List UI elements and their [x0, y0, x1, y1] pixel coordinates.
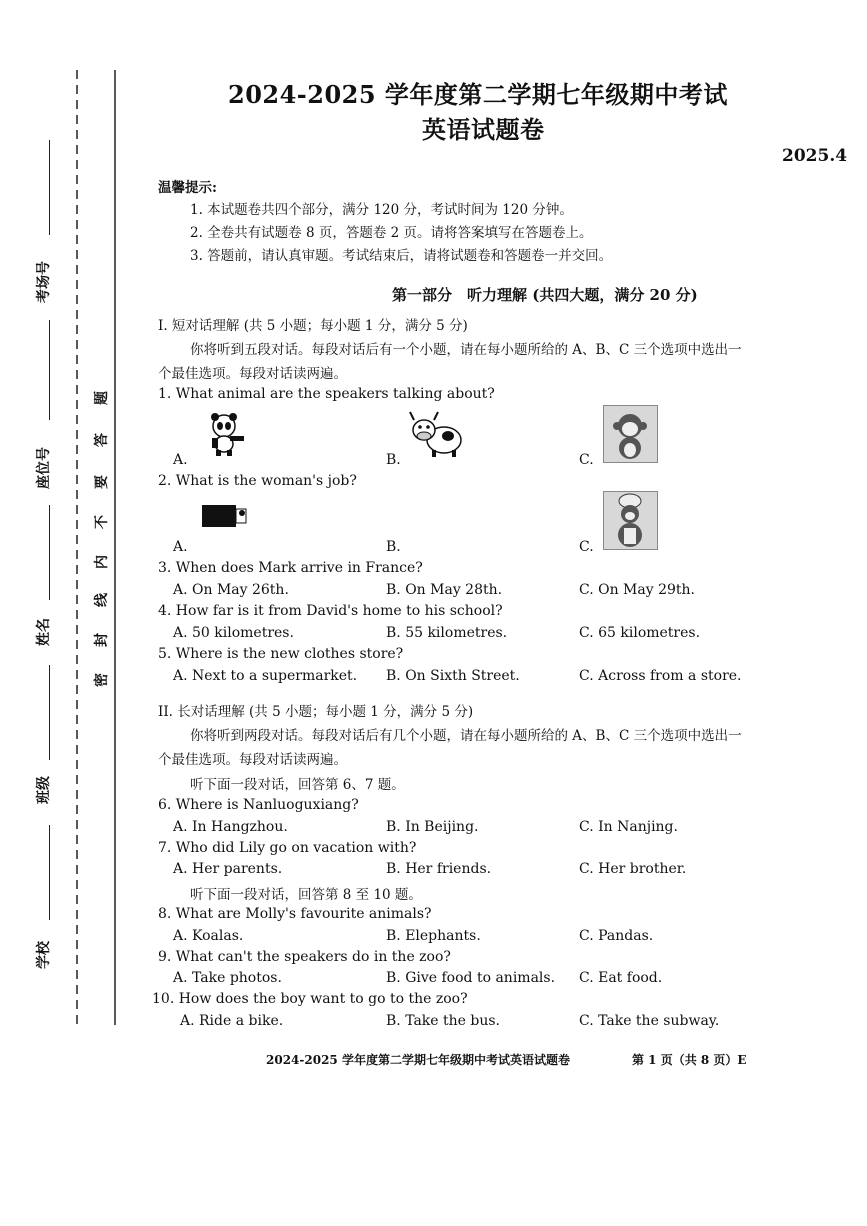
- field-name-blank[interactable]: [49, 505, 50, 600]
- question-text: 2. What is the woman's job?: [158, 473, 357, 489]
- option-c[interactable]: C. Her brother.: [579, 861, 687, 877]
- option-c[interactable]: C. Take the subway.: [579, 1013, 720, 1029]
- tip-item: 2. 全卷共有试题卷 8 页，答题卷 2 页。请将答案填写在答题卷上。: [190, 225, 593, 241]
- option-a[interactable]: A. Next to a supermarket.: [173, 668, 358, 684]
- seal-char: 要: [94, 475, 110, 489]
- dialog-note: 听下面一段对话，回答第 6、7 题。: [190, 777, 405, 793]
- question-text: 3. When does Mark arrive in France?: [158, 560, 423, 576]
- field-seat-label: 座位号: [36, 447, 52, 489]
- section2-heading: II. 长对话理解 (共 5 小题；每小题 1 分，满分 5 分): [158, 704, 474, 720]
- question-text: 5. Where is the new clothes store?: [158, 646, 404, 662]
- tips-heading: 温馨提示:: [158, 180, 217, 196]
- dashed-binding-line: [70, 70, 84, 1030]
- field-school-blank[interactable]: [49, 825, 50, 920]
- option-b[interactable]: B. In Beijing.: [386, 819, 479, 835]
- seal-char: 线: [94, 593, 110, 607]
- cook-picture: [603, 491, 658, 550]
- option-c[interactable]: C. In Nanjing.: [579, 819, 678, 835]
- question-text: 10. How does the boy want to go to the zoo?: [152, 991, 468, 1007]
- field-class-blank[interactable]: [49, 665, 50, 760]
- option-a[interactable]: A. 50 kilometres.: [173, 625, 294, 641]
- section2-instruction: 你将听到两段对话。每段对话后有几个小题，请在每小题所给的 A、B、C 三个选项中选出一: [190, 728, 742, 744]
- monkey-icon: [604, 406, 657, 462]
- section1-instruction: 个最佳选项。每段对话读两遍。: [158, 366, 347, 382]
- option-b[interactable]: B. Give food to animals.: [386, 970, 556, 986]
- option-a[interactable]: A. Ride a bike.: [180, 1013, 284, 1029]
- field-class-label: 班级: [36, 776, 52, 804]
- seal-char: 答: [94, 433, 110, 447]
- option-a[interactable]: A.: [173, 452, 188, 468]
- question-text: 9. What can't the speakers do in the zoo?: [158, 949, 451, 965]
- exam-title: 2024-2025 学年度第二学期七年级期中考试: [228, 80, 728, 109]
- footer-title: 2024-2025 学年度第二学期七年级期中考试英语试题卷: [266, 1053, 570, 1067]
- option-c[interactable]: C.: [579, 539, 594, 555]
- monkey-picture: [603, 405, 658, 463]
- option-b[interactable]: B. Elephants.: [386, 928, 481, 944]
- seal-char: 封: [94, 633, 110, 647]
- option-b[interactable]: B. 55 kilometres.: [386, 625, 508, 641]
- option-c[interactable]: C. On May 29th.: [579, 582, 696, 598]
- option-b[interactable]: B. On Sixth Street.: [386, 668, 520, 684]
- footer-page-number: 第 1 页（共 8 页）E: [632, 1053, 747, 1067]
- option-b[interactable]: B.: [386, 539, 401, 555]
- panda-icon: [202, 410, 250, 456]
- question-text: 1. What animal are the speakers talking about?: [158, 386, 495, 402]
- option-c[interactable]: C.: [579, 452, 594, 468]
- solid-binding-line: [112, 70, 118, 1025]
- tip-item: 3. 答题前，请认真审题。考试结束后，请将试题卷和答题卷一并交回。: [190, 248, 613, 264]
- option-a[interactable]: A. On May 26th.: [173, 582, 289, 598]
- seal-char: 题: [94, 391, 110, 405]
- question-text: 7. Who did Lily go on vacation with?: [158, 840, 417, 856]
- section1-instruction: 你将听到五段对话。每段对话后有一个小题，请在每小题所给的 A、B、C 三个选项中选出一: [190, 342, 742, 358]
- seal-char: 不: [94, 515, 110, 529]
- option-a[interactable]: A. Take photos.: [173, 970, 282, 986]
- tip-item: 1. 本试题卷共四个部分，满分 120 分，考试时间为 120 分钟。: [190, 202, 573, 218]
- option-a[interactable]: A. In Hangzhou.: [173, 819, 288, 835]
- field-exam-room-label: 考场号: [36, 261, 52, 303]
- cow-icon: [408, 410, 464, 458]
- field-seat-blank[interactable]: [49, 320, 50, 420]
- option-c[interactable]: C. Eat food.: [579, 970, 663, 986]
- option-c[interactable]: C. Pandas.: [579, 928, 654, 944]
- option-a[interactable]: A.: [173, 539, 188, 555]
- field-exam-room-blank[interactable]: [49, 140, 50, 235]
- blackboard-icon: [202, 503, 248, 529]
- question-text: 4. How far is it from David's home to his school?: [158, 603, 503, 619]
- seal-char: 内: [94, 555, 110, 569]
- option-b[interactable]: B. Take the bus.: [386, 1013, 500, 1029]
- option-b[interactable]: B. On May 28th.: [386, 582, 503, 598]
- cook-icon: [604, 492, 657, 549]
- question-text: 6. Where is Nanluoguxiang?: [158, 797, 359, 813]
- option-c[interactable]: C. 65 kilometres.: [579, 625, 701, 641]
- exam-date: 2025.4: [782, 146, 848, 166]
- question-text: 8. What are Molly's favourite animals?: [158, 906, 432, 922]
- option-a[interactable]: A. Koalas.: [173, 928, 244, 944]
- seal-char: 密: [94, 673, 110, 687]
- section2-instruction: 个最佳选项。每段对话读两遍。: [158, 752, 347, 768]
- dialog-note: 听下面一段对话，回答第 8 至 10 题。: [190, 887, 422, 903]
- option-b[interactable]: B.: [386, 452, 401, 468]
- option-c[interactable]: C. Across from a store.: [579, 668, 742, 684]
- part1-heading: 第一部分 听力理解 (共四大题，满分 20 分): [392, 286, 698, 304]
- field-school-label: 学校: [36, 941, 52, 969]
- option-b[interactable]: B. Her friends.: [386, 861, 492, 877]
- section1-heading: I. 短对话理解 (共 5 小题；每小题 1 分，满分 5 分): [158, 318, 468, 334]
- exam-subtitle: 英语试题卷: [422, 115, 545, 144]
- option-a[interactable]: A. Her parents.: [173, 861, 283, 877]
- field-name-label: 姓名: [36, 618, 52, 646]
